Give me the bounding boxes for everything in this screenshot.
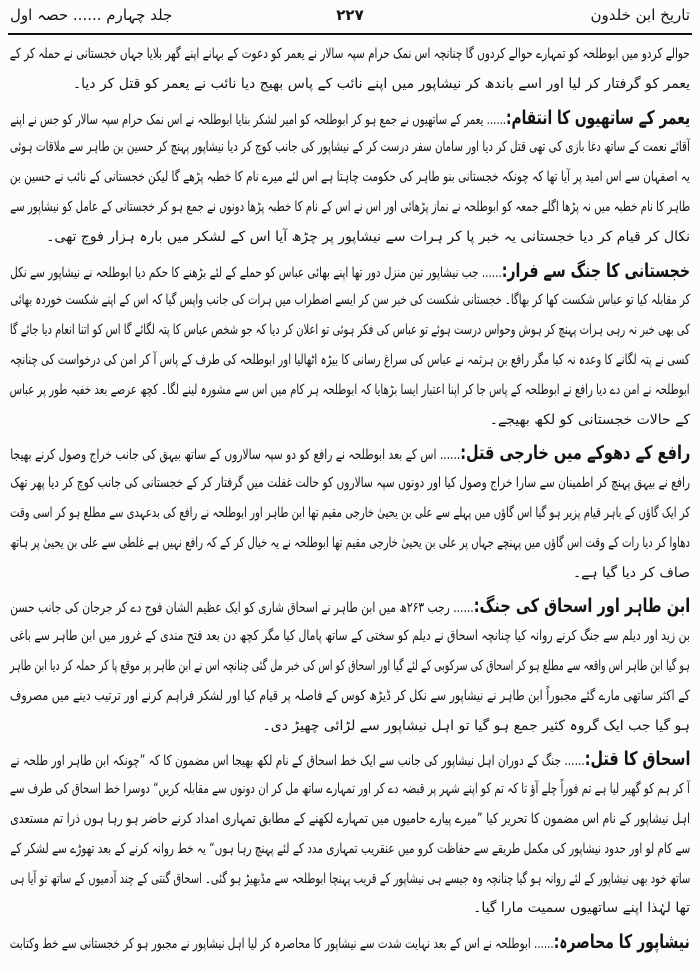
text-line bbox=[10, 406, 690, 436]
body-text: یعمر کو گرفتار کر لیا اور اسے باندھ کر نیشاپور میں اپنے نائب کے پاس بھیج دیا نائب نے یعمر کو قتل کر دیا۔ bbox=[72, 75, 690, 92]
line-content bbox=[10, 682, 690, 712]
section-heading: نیشاپور کا محاصرہ: bbox=[553, 931, 690, 954]
text-line bbox=[10, 805, 690, 835]
paragraph bbox=[10, 745, 690, 924]
header-rule bbox=[8, 33, 692, 35]
paragraph bbox=[10, 257, 690, 436]
paragraph bbox=[10, 592, 690, 741]
body-text: کی بھی خبر نہ رہی ہرات پہنچ کر ہوش وحواس درست ہوئے تو عباس کی فکر ہوئی تو اعلان کر دیا کہ جو شخص عباس کا پتہ لگائے گا اس کو اتنا انعام دیا جائے گا bbox=[10, 322, 690, 339]
paragraph bbox=[10, 40, 690, 100]
body-text: رافع نے بیہق پہنچ کر اطمینان سے سارا خراج وصول کیا اور دونوں سپہ سالاروں کو حالت غفلت میں گرفتار کر کے خجستانی کی جانب کوچ کر دیا پھر تھک bbox=[10, 475, 690, 492]
line-content bbox=[10, 439, 690, 471]
line-content bbox=[10, 745, 690, 777]
text-line bbox=[10, 439, 690, 469]
body-text: آقائے نعمت کے ساتھ دغا بازی کی تھی قتل کر دیا اور سامان سفر درست کر کے نیشاپور کی جانب کوچ کر دیا نیشاپور پہنچ کر حسین بن طاہر سے ملاقات ہوئی bbox=[10, 139, 690, 156]
line-content bbox=[10, 529, 690, 559]
line-content bbox=[10, 499, 690, 529]
line-content bbox=[10, 622, 690, 652]
paragraph bbox=[10, 439, 690, 588]
text-line bbox=[10, 712, 690, 742]
body-text: نکال کر قیام کر دیا خجستانی یہ خبر پا کر ہرات سے نیشاپور پر چڑھ آیا اس کے لشکر میں بارہ ہزار فوج تھی۔ bbox=[46, 228, 690, 245]
text-line bbox=[10, 559, 690, 589]
line-content bbox=[10, 865, 690, 895]
body-text: ...... جنگ کے دوران اہل نیشاپور کی جانب سے ایک خط اسحاق کے نام لکھ بھیجا اس مضمون کا کہ ”چونکہ ابن طاہر اور طلحہ نے bbox=[10, 753, 585, 770]
body-text: بن زید اور دیلم سے جنگ کرنے روانہ کیا چنانچہ اسحاق نے دیلم کو سختی کے ساتھ پامال کیا مگر کچھ دن بعد فتح مندی کے غرور میں ابن طاہر سے باغی bbox=[10, 628, 690, 645]
paragraph bbox=[10, 928, 690, 958]
text-line bbox=[10, 499, 690, 529]
text-line bbox=[10, 835, 690, 865]
text-line bbox=[10, 622, 690, 652]
body-text: ...... یعمر کے ساتھیوں نے جمع ہو کر ابوطلحہ کو امیر لشکر بنایا ابوطلحہ نے اس نمک حرام سپہ سالار کو جس نے اپنے bbox=[10, 111, 506, 128]
text-line bbox=[10, 104, 690, 134]
body-text: تھا لہٰذا اپنے ساتھیوں سمیت مارا گیا۔ bbox=[473, 900, 690, 917]
line-content bbox=[10, 376, 690, 406]
text-line bbox=[10, 745, 690, 775]
line-content bbox=[10, 805, 690, 835]
body-text: ہو گیا ابن طاہر اس واقعہ سے مطلع ہو کر اسحاق کی سرکوبی کے لئے گیا اور اسحاق کو اس کی خبر مل گئی چنانچہ اس نے ابن طاہر پر موقع پا کر حملہ کر دیا ابن طاہر bbox=[10, 657, 690, 674]
section-heading: ابن طاہر اور اسحاق کی جنگ: bbox=[473, 595, 690, 618]
volume-label: جلد چہارم ...... حصہ اول bbox=[10, 6, 173, 24]
line-content bbox=[263, 712, 690, 742]
text-line bbox=[10, 652, 690, 682]
body-text: صاف کر دیا گیا ہے۔ bbox=[572, 564, 690, 581]
body-text: ...... ابوطلحہ نے اس کے بعد نہایت شدت سے نیشاپور کا محاصرہ کر لیا اہل نیشاپور نے مجبور ہو کر خجستانی سے خط وکتابت bbox=[10, 936, 554, 953]
line-content bbox=[10, 133, 690, 163]
text-line bbox=[10, 316, 690, 346]
text-line bbox=[10, 40, 690, 70]
text-line bbox=[10, 928, 690, 958]
text-line bbox=[10, 529, 690, 559]
line-content bbox=[10, 286, 690, 316]
body-text: اہل نیشاپور کے نام اس مضمون کا تحریر کیا ”میرے پیارے حامیوں میں تمہارے لکھنے کے مطابق تمہاری امداد کرنے حاضر ہو رہا ہوں ذرا تم مستعدی bbox=[10, 810, 690, 827]
text-line bbox=[10, 376, 690, 406]
text-line bbox=[10, 223, 690, 253]
body-text: کے اکثر ساتھی مارے گئے مجبوراً ابن طاہر نے نیشاپور سے نکل کر ڈیڑھ کوس کے فاصلہ پر قیام کیا اور لشکر فراہم کرنے اور ترتیب دینے میں مصروف bbox=[10, 687, 690, 704]
line-content bbox=[73, 70, 690, 100]
line-content bbox=[10, 928, 690, 960]
text-line bbox=[10, 346, 690, 376]
section-heading: رافع کے دھوکے میں خارجی قتل: bbox=[459, 442, 690, 465]
text-line bbox=[10, 193, 690, 223]
body-text: آ کر ہم کو گھیر لیا ہے تم فوراً چلے آؤ تا کہ تم کو اپنے شہر پر قبضہ دے کر اور تمہارے ساتھ مل کر ان دونوں سے مقابلہ کریں“ دوسرا خط اسحاق کی طرف سے bbox=[10, 781, 690, 798]
page-header bbox=[10, 4, 690, 32]
text-line bbox=[10, 894, 690, 924]
text-line bbox=[10, 286, 690, 316]
line-content bbox=[46, 223, 690, 253]
section-heading: یعمر کے ساتھیوں کا انتقام: bbox=[505, 106, 690, 129]
line-content bbox=[10, 592, 690, 624]
line-content bbox=[10, 775, 690, 805]
body-text: ہو گیا جب ایک گروہ کثیر جمع ہو گیا تو اہل نیشاپور سے لڑائی چھیڑ دی۔ bbox=[262, 717, 690, 734]
book-title: تاریخ ابن خلدون bbox=[590, 6, 690, 24]
line-content bbox=[490, 406, 690, 436]
body-text: حوالے کردو میں ابوطلحہ کو تمہارے حوالے کردوں گا چنانچہ اس نمک حرام سپہ سالار نے یعمر کو دعوت کے بہانے اپنے گھر بلایا جہاں خجستانی نے حملہ کر کے bbox=[10, 46, 690, 62]
body-text: کر ایک گاؤں کے باہر قیام پزیر ہو گیا اس گاؤں میں پہلے سے علی بن یحییٰ خارجی مقیم تھا ابن طاہر اور ابوطلحہ نے رافع کی بدعہدی سے مطلع ہو کر اسی وقت bbox=[10, 504, 690, 521]
line-content bbox=[10, 835, 690, 865]
body-text: کر مقابلہ کیا تو عباس شکست کھا کر بھاگا۔ خجستانی شکست کی خبر سن کر ایسے اضطراب میں ہرات کی جانب واپس گیا کہ اس کے اپنے شکست خوردہ بھائی bbox=[10, 292, 690, 309]
text-line bbox=[10, 257, 690, 287]
line-content bbox=[10, 40, 690, 70]
page-body bbox=[10, 40, 690, 962]
line-content bbox=[10, 257, 690, 289]
line-content bbox=[10, 346, 690, 376]
section-heading: خجستانی کا جنگ سے فرار: bbox=[501, 259, 690, 282]
body-text: ...... رجب ۲۶۳ھ میں ابن طاہر نے اسحاق شاری کو ایک عظیم الشان فوج دے کر جرجان کی جانب حسن bbox=[10, 600, 474, 617]
text-line bbox=[10, 775, 690, 805]
body-text: ...... جب نیشاپور تین منزل دور تھا اپنے بھائی عباس کو حملے کے لئے بڑھنے کا حکم دیا ابوطلحہ نے نیشاپور سے نکل bbox=[10, 264, 502, 281]
section-heading: اسحاق کا قتل: bbox=[584, 748, 690, 771]
line-content bbox=[473, 894, 690, 924]
line-content bbox=[10, 652, 690, 682]
body-text: ابوطلحہ نے امن دے دیا رافع نے ابوطلحہ کے پاس جا کر اپنا اعتبار ایسا بڑھایا کہ ابوطلحہ ہر کام میں اس سے مشورہ لینے لگا۔ کچھ عرصے بعد خفیہ طور پر عباس bbox=[10, 381, 690, 398]
text-line bbox=[10, 163, 690, 193]
line-content bbox=[573, 559, 690, 589]
text-line bbox=[10, 133, 690, 163]
page-number: ۲۲۷ bbox=[336, 6, 364, 24]
line-content bbox=[10, 316, 690, 346]
text-line bbox=[10, 865, 690, 895]
paragraph bbox=[10, 104, 690, 253]
text-line bbox=[10, 682, 690, 712]
body-text: طاہر کا نام خطبہ میں نہ پڑھا اگلے جمعہ کو ابوطلحہ نے نماز پڑھائی اور اس نے اس کے نام کا خطبہ پڑھا دونوں نے جمع ہو کر خجستانی کے عامل کو نیشاپور سے bbox=[10, 198, 690, 215]
body-text: ساتھ خود بھی نیشاپور کے لئے روانہ ہو گیا چنانچہ وہ جیسے ہی نیشاپور کے قریب پہنچا ابوطلحہ سے مڈبھیڑ ہو گئی۔ اسحاق گنتی کے چند آدمیوں کے ساتھ تو آیا ہی bbox=[10, 870, 690, 887]
line-content bbox=[10, 104, 690, 136]
body-text: کسی نے پتہ لگانے کا وعدہ نہ کیا مگر رافع بن ہرثمہ نے عباس کی سراغ رسانی کا بیڑہ اٹھالیا اور ابوطلحہ کی طرف کے پاس آ کر امن کی درخواست کی چنانچہ bbox=[10, 351, 690, 368]
text-line bbox=[10, 469, 690, 499]
body-text: سے کام لو اور حدود نیشاپور کی مکمل طریقے سے حفاظت کرو میں عنقریب تمہاری مدد کے لئے پہنچ رہا ہوں“ یہ خط روانہ کرنے کے بعد تھوڑے سے لشکر کے bbox=[10, 840, 690, 857]
line-content bbox=[10, 193, 690, 223]
body-text: کے حالات خجستانی کو لکھ بھیجے۔ bbox=[489, 411, 690, 428]
text-line bbox=[10, 592, 690, 622]
text-line bbox=[10, 70, 690, 100]
body-text: ...... اس کے بعد ابوطلحہ نے رافع کو دو سپہ سالاروں کے ساتھ بیہق کی جانب خراج وصول کرنے بھیجا bbox=[10, 447, 460, 464]
line-content bbox=[10, 163, 690, 193]
line-content bbox=[10, 469, 690, 499]
body-text: یہ اصفہان سے اس امید پر آیا تھا کہ چونکہ خجستانی بنو طاہر کی حکومت چاہتا ہے اس لئے میرے نام کا خطبہ پڑھے گا لیکن خجستانی کے نائب نے حسین بن bbox=[10, 169, 690, 186]
body-text: دھاوا کر دیا رات کے وقت اس گاؤں میں پہنچے جہاں پر علی بن یحییٰ خارجی مقیم تھا ابوطلحہ نے یہ خیال کر کے کہ رافع نہیں ہے غلطی سے علی بن یحییٰ پر ہاتھ bbox=[10, 534, 690, 551]
